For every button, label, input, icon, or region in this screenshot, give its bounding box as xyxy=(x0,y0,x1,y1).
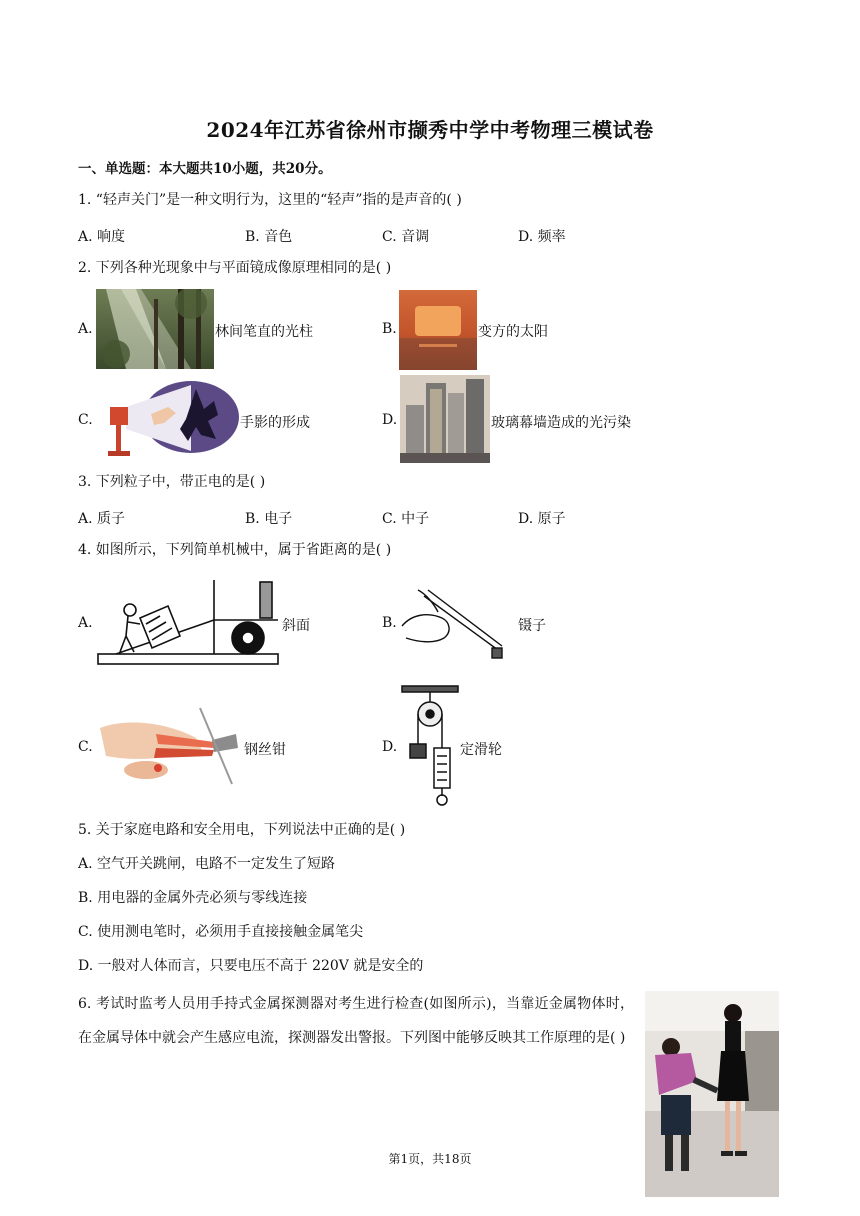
q4-option-c-label: C. xyxy=(78,739,93,755)
q1-option-c: C. 音调 xyxy=(382,229,430,245)
q4-option-c-text: 钢丝钳 xyxy=(244,742,286,758)
wire-pliers-image xyxy=(96,704,242,786)
question-4-stem: 4. 如图所示，下列简单机械中，属于省距离的是( ) xyxy=(78,542,392,558)
q3-option-b: B. 电子 xyxy=(245,511,293,527)
q1-option-b: B. 音色 xyxy=(245,229,293,245)
q5-option-d: D. 一般对人体而言，只要电压不高于 220V 就是安全的 xyxy=(78,958,424,974)
q4-option-b-text: 镊子 xyxy=(518,618,546,634)
tweezers-diagram xyxy=(398,584,508,662)
question-6-stem: 6. 考试时监考人员用手持式金属探测器对考生进行检查(如图所示)，当靠近金属物体时，在金属导体中就会产生感应电流，探测器发出警报。下列图中能够反映其工作原理的是( ) xyxy=(78,996,634,1046)
q5-option-a: A. 空气开关跳闸，电路不一定发生了短路 xyxy=(78,856,336,872)
q4-option-d-text: 定滑轮 xyxy=(460,742,502,758)
q2-option-b-label: B. xyxy=(382,321,397,337)
forest-light-beams-image xyxy=(96,289,214,369)
q1-option-a: A. 响度 xyxy=(78,229,126,245)
q2-option-a-label: A. xyxy=(78,321,93,337)
question-5-stem: 5. 关于家庭电路和安全用电，下列说法中正确的是( ) xyxy=(78,822,406,838)
q2-option-a-text: 林间笔直的光柱 xyxy=(215,324,313,340)
q2-option-c-label: C. xyxy=(78,412,93,428)
question-3-stem: 3. 下列粒子中，带正电的是( ) xyxy=(78,474,266,490)
q3-option-c: C. 中子 xyxy=(382,511,430,527)
q3-option-d: D. 原子 xyxy=(518,511,566,527)
q4-option-a-text: 斜面 xyxy=(282,618,310,634)
section-heading: 一、单选题：本大题共10小题，共20分。 xyxy=(78,161,332,177)
q2-option-c-text: 手影的形成 xyxy=(240,415,310,431)
inclined-plane-diagram xyxy=(96,576,280,668)
q2-option-d-label: D. xyxy=(382,412,398,428)
q2-option-d-text: 玻璃幕墙造成的光污染 xyxy=(491,415,631,431)
page-footer: 第1页，共18页 xyxy=(388,1152,472,1166)
q5-option-c: C. 使用测电笔时，必须用手直接接触金属笔尖 xyxy=(78,924,364,940)
q4-option-a-label: A. xyxy=(78,615,93,631)
q1-option-d: D. 频率 xyxy=(518,229,566,245)
q2-option-b-text: 变方的太阳 xyxy=(478,324,548,340)
question-2-stem: 2. 下列各种光现象中与平面镜成像原理相同的是( ) xyxy=(78,260,392,276)
question-1-stem: 1. “轻声关门”是一种文明行为，这里的“轻声”指的是声音的( ) xyxy=(78,192,462,208)
q4-option-d-label: D. xyxy=(382,739,398,755)
square-sun-image xyxy=(399,290,477,370)
page-title: 2024年江苏省徐州市撷秀中学中考物理三模试卷 xyxy=(206,118,654,142)
fixed-pulley-diagram xyxy=(400,684,460,808)
q5-option-b: B. 用电器的金属外壳必须与零线连接 xyxy=(78,890,308,906)
hand-shadow-image xyxy=(96,379,239,459)
glass-curtain-wall-image xyxy=(400,375,490,463)
q3-option-a: A. 质子 xyxy=(78,511,126,527)
q4-option-b-label: B. xyxy=(382,615,397,631)
